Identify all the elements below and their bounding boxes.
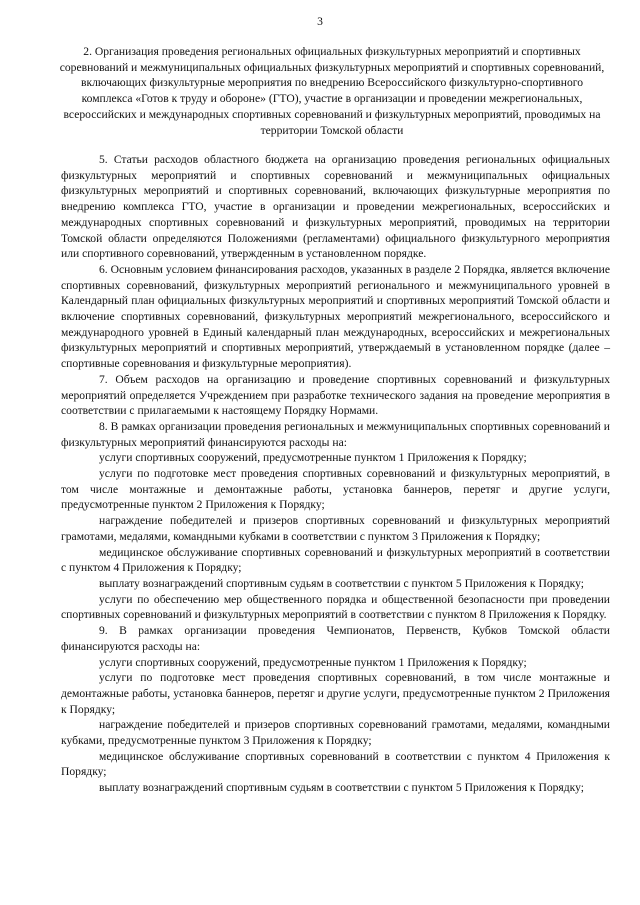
list-item: услуги по подготовке мест проведения спортивных соревнований и физкультурных мероприятий, в том числе монтажные и демонтажные работы, установка баннеров, перетяг и другие услуги, предусмотренные пунктом 2 Приложения к Порядку; <box>61 467 610 512</box>
list-item: медицинское обслуживание спортивных соревнований и физкультурных мероприятий в соответствии с пунктом 4 Приложения к Порядку; <box>61 545 610 575</box>
paragraph-5: 5. Статьи расходов областного бюджета на организацию проведения региональных официальных физкультурных мероприятий и спортивных соревнований и межмуниципальных официальных физкультурных мероприятий и спортивных соревнований, включающих физкультурные мероприятия по внедрению комплекса ГТО, участие в организации и проведении межрегиональных, всероссийских и международных спортивных соревнований и физкультурных мероприятий, проводимых на территории Томской области определяются Положениями (регламентами) официального физкультурного мероприятия или спортивного соревнований, утвержденным в установленном порядке. <box>61 153 610 261</box>
list-item: медицинское обслуживание спортивных соревнований в соответствии с пунктом 4 Приложения к Порядку; <box>61 749 610 779</box>
document-body <box>61 152 610 796</box>
paragraph-9: 9. В рамках организации проведения Чемпионатов, Первенств, Кубков Томской области финансируются расходы на: <box>61 624 610 653</box>
list-item: выплату вознаграждений спортивным судьям в соответствии с пунктом 5 Приложения к Порядку; <box>99 781 584 795</box>
list-item: услуги по обеспечению мер общественного порядка и общественной безопасности при проведении спортивных соревнований и физкультурных мероприятий в соответствии с пунктом 8 Приложения к Порядку. <box>61 592 610 622</box>
paragraph-6: 6. Основным условием финансирования расходов, указанных в разделе 2 Порядка, является включение спортивных соревнований, физкультурных мероприятий регионального и межмуниципального уровней в Календарный план официальных физкультурных мероприятий и спортивных мероприятий Томской области и включение спортивных соревнований, физкультурных мероприятий межрегионального, всероссийского и международного уровней в Единый календарный план международных, всероссийских и межрегиональных физкультурных мероприятий и спортивных мероприятий, утверждаемый в установленном порядке (далее – спортивные соревнования и физкультурные мероприятия). <box>61 262 610 371</box>
section-heading: 2. Организация проведения региональных официальных физкультурных мероприятий и спортивных соревнований и межмуниципальных официальных физкультурных мероприятий и спортивных соревнований, включающих физкультурные мероприятия по внедрению Всероссийского физкультурно-спортивного комплекса «Готов к труду и обороне» (ГТО), участие в организации и проведении межрегиональных, всероссийских и международных спортивных соревнований и физкультурных мероприятий, проводимых на территории Томской области <box>59 45 605 137</box>
list-item: услуги по подготовке мест проведения спортивных соревнований, в том числе монтажные и демонтажные работы, установка баннеров, перетяг и другие услуги, предусмотренные пунктом 2 Приложения к Порядку; <box>61 671 610 716</box>
list-item: услуги спортивных сооружений, предусмотренные пунктом 1 Приложения к Порядку; <box>99 451 527 465</box>
list-item: награждение победителей и призеров спортивных соревнований и физкультурных мероприятий грамотами, медалями, командными кубками в соответствии с пунктом 3 Приложения к Порядку; <box>61 514 610 543</box>
list-item: награждение победителей и призеров спортивных соревнований грамотами, медалями, командными кубками, предусмотренные пунктом 3 Приложения к Порядку; <box>61 718 610 748</box>
list-item: услуги спортивных сооружений, предусмотренные пунктом 1 Приложения к Порядку; <box>99 655 527 669</box>
paragraph-7: 7. Объем расходов на организацию и проведение спортивных соревнований и физкультурных мероприятий определяется Учреждением при разработке технического задания на проведение мероприятия в соответствии с прилагаемыми к настоящему Порядку Нормами. <box>61 372 610 418</box>
paragraph-8: 8. В рамках организации проведения региональных и межмуниципальных спортивных соревнований и физкультурных мероприятий финансируются расходы на: <box>61 419 610 449</box>
list-item: выплату вознаграждений спортивным судьям в соответствии с пунктом 5 Приложения к Порядку; <box>99 576 584 590</box>
page-number: 3 <box>317 15 323 28</box>
